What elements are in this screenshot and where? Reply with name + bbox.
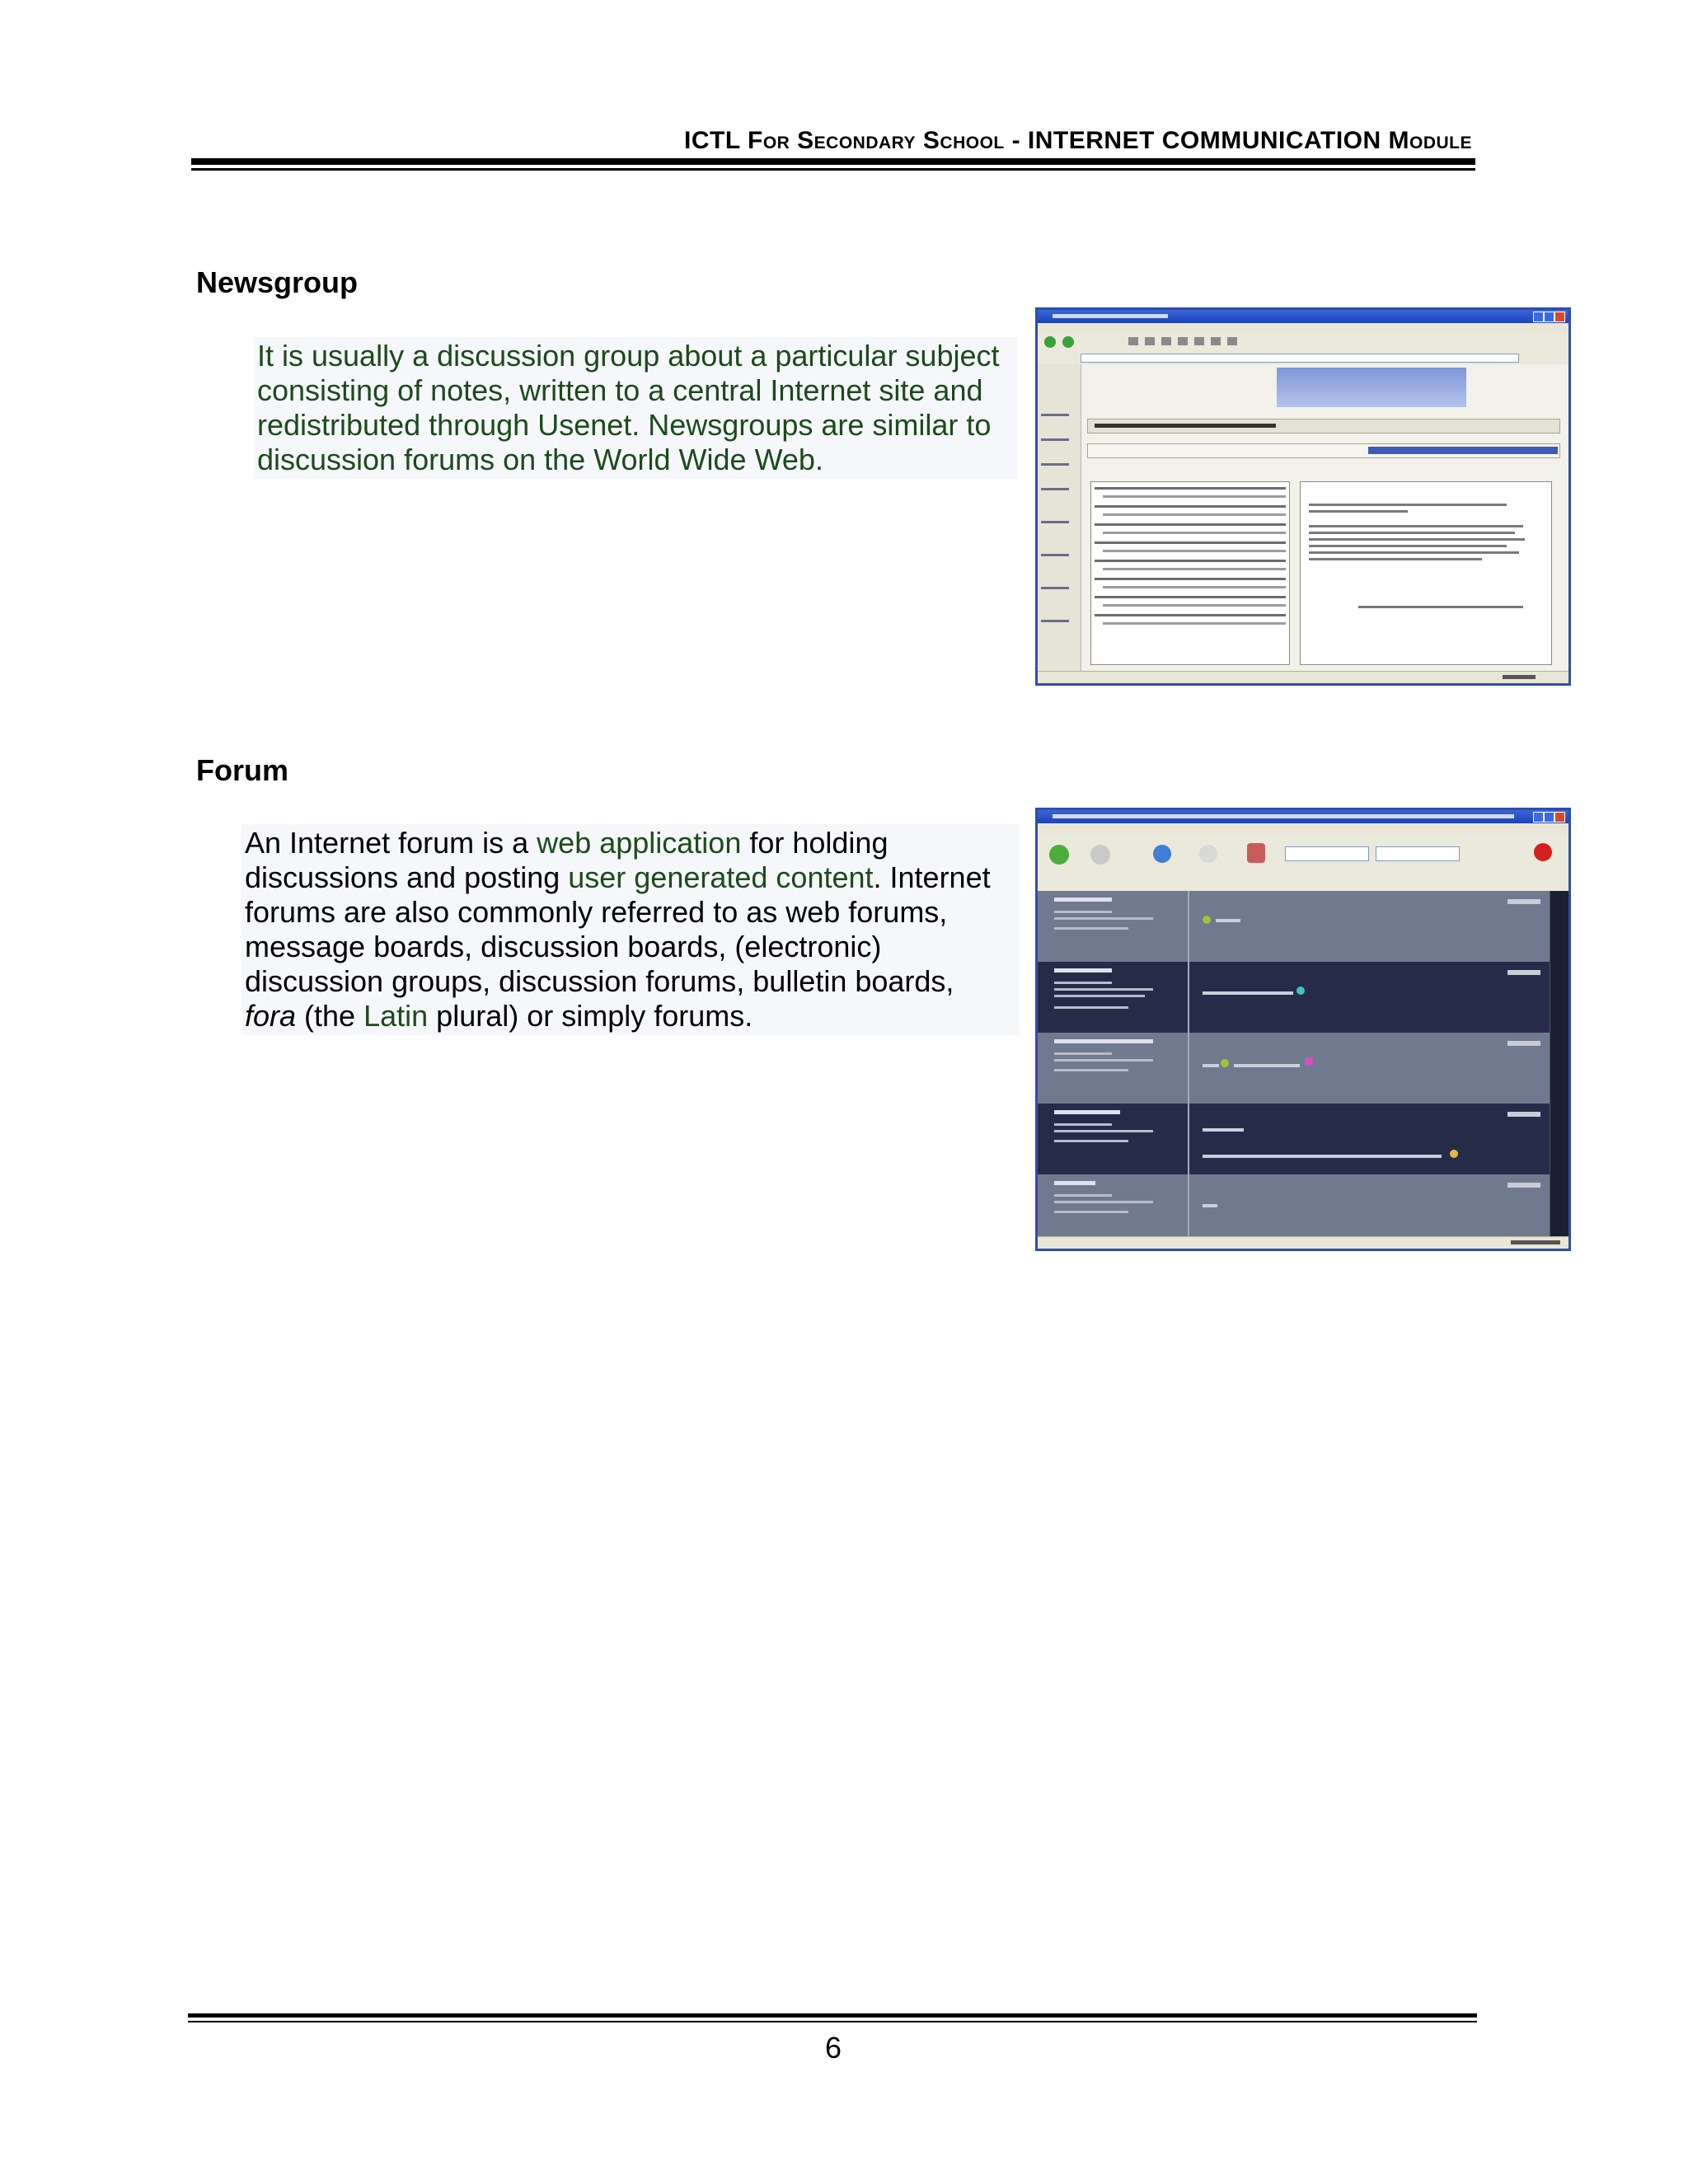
newsgroup-title-bar <box>1087 419 1560 434</box>
newsgroup-description <box>254 337 1017 479</box>
forum-post <box>1038 1104 1550 1174</box>
smiley-icon <box>1221 1059 1229 1067</box>
stop-icon <box>1199 845 1217 863</box>
address-bar <box>1038 351 1568 365</box>
reload-icon <box>1153 845 1171 863</box>
home-icon <box>1247 843 1265 863</box>
web-application-link[interactable]: web application <box>537 826 742 860</box>
search-field <box>1376 846 1460 861</box>
newsgroup-left-nav <box>1038 364 1081 672</box>
forum-post <box>1038 891 1550 962</box>
forum-post <box>1038 962 1550 1033</box>
smiley-icon <box>1296 987 1305 995</box>
footer-rule-thick <box>188 2013 1477 2018</box>
address-field <box>1285 846 1369 861</box>
newsgroup-line: redistributed through Usenet. Newsgroups are similar to <box>257 408 992 442</box>
adblock-icon <box>1534 843 1552 861</box>
forum-post <box>1038 1033 1550 1104</box>
window-menubar <box>1038 323 1568 333</box>
forum-line: message boards, discussion boards, (electronic) <box>245 930 882 963</box>
newsgroup-search-bar <box>1087 443 1560 458</box>
newsgroup-line: consisting of notes, written to a central Internet site and <box>257 373 983 407</box>
latin-link[interactable]: Latin <box>363 999 429 1033</box>
smiley-icon <box>1450 1150 1458 1158</box>
forum-thread <box>1038 891 1550 1237</box>
header-rule-thick <box>191 158 1475 165</box>
newsgroup-line: discussion forums on the World Wide Web. <box>257 443 823 476</box>
newsgroup-page <box>1038 364 1568 672</box>
forum-description <box>241 824 1019 1035</box>
forward-icon <box>1062 336 1074 348</box>
page-header-title: ICTL For Secondary School - INTERNET COMMUNICATION Module <box>684 127 1472 154</box>
page-number: 6 <box>824 2031 842 2064</box>
back-icon <box>1049 845 1069 865</box>
newsgroup-banner <box>1277 368 1466 407</box>
window-menubar <box>1038 823 1568 833</box>
footer-rule-thin <box>188 2021 1477 2022</box>
newsgroup-reading-pane <box>1300 481 1552 665</box>
user-generated-content-link[interactable]: user generated content <box>568 860 874 894</box>
window-titlebar <box>1038 810 1568 823</box>
emoticon-icon <box>1305 1057 1313 1066</box>
window-statusbar <box>1038 671 1568 683</box>
maximize-icon <box>1544 312 1554 322</box>
forum-line: discussion groups, discussion forums, bulletin boards, <box>245 964 954 998</box>
maximize-icon <box>1544 812 1554 823</box>
section-heading-newsgroup: Newsgroup <box>196 265 359 299</box>
forum-line: forums are also commonly referred to as web forums, <box>245 895 948 929</box>
forum-post <box>1038 1174 1550 1245</box>
window-statusbar <box>1038 1236 1568 1249</box>
window-titlebar <box>1038 310 1568 323</box>
forum-scrollbar <box>1550 891 1568 1237</box>
browser-toolbar <box>1038 333 1568 352</box>
minimize-icon <box>1533 312 1544 322</box>
newsgroup-message-list <box>1090 481 1290 665</box>
forum-line: An Internet forum is a web application for holding <box>245 826 889 860</box>
browser-toolbar <box>1038 833 1568 892</box>
header-rule-thin <box>191 168 1475 171</box>
section-heading-forum: Forum <box>196 753 288 787</box>
forum-screenshot <box>1035 808 1571 1251</box>
back-icon <box>1044 336 1056 348</box>
forum-line: fora (the Latin plural) or simply forums. <box>245 999 753 1033</box>
newsgroup-line: It is usually a discussion group about a particular subject <box>257 339 1000 373</box>
minimize-icon <box>1533 812 1544 823</box>
newsgroup-screenshot <box>1035 307 1571 686</box>
smiley-icon <box>1203 916 1211 924</box>
close-icon <box>1554 812 1565 823</box>
forum-line: discussions and posting user generated content. Internet <box>245 860 991 894</box>
forward-icon <box>1090 845 1110 865</box>
close-icon <box>1554 312 1565 322</box>
